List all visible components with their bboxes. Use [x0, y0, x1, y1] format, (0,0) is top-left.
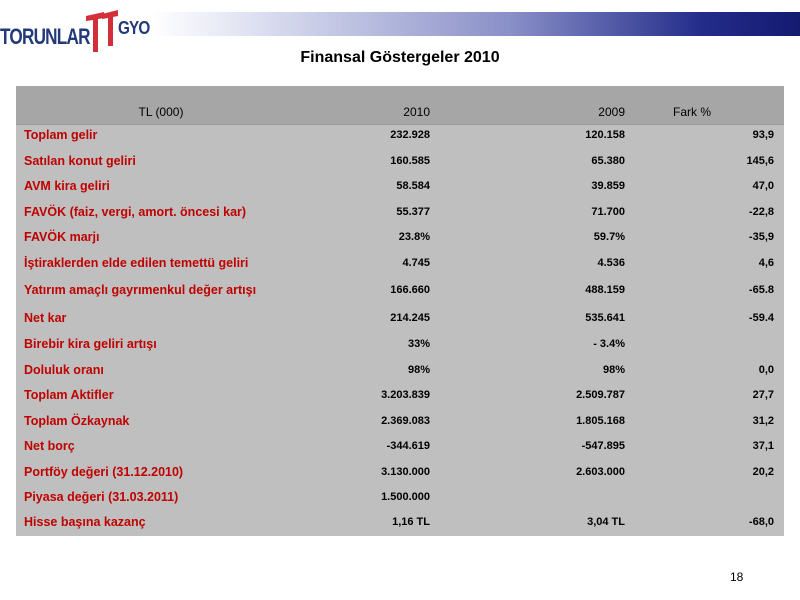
logo-mark-icon [84, 10, 120, 54]
value-fark: -65.8 [748, 284, 774, 296]
value-2009: 65.380 [591, 155, 625, 167]
row-label: Toplam Aktifler [24, 388, 114, 402]
value-fark: 20,2 [752, 466, 774, 478]
value-2010: -344.619 [386, 440, 430, 452]
row-label: FAVÖK (faiz, vergi, amort. öncesi kar) [24, 205, 247, 219]
value-2009: 2.603.000 [576, 466, 625, 478]
table-row [16, 308, 784, 332]
table-row [16, 280, 784, 304]
value-2010: 4.745 [402, 257, 430, 269]
value-2010: 214.245 [390, 312, 430, 324]
value-2009: 4.536 [597, 257, 625, 269]
header-2010: 2010 [403, 105, 430, 119]
value-2009: 1.805.168 [576, 415, 625, 427]
value-2010: 160.585 [390, 155, 430, 167]
header-fark: Fark % [672, 105, 711, 119]
value-fark: 93,9 [752, 129, 774, 141]
value-fark: -59.4 [748, 312, 774, 324]
value-2009: 3,04 TL [587, 516, 625, 528]
table-row [16, 385, 784, 409]
table-row [16, 436, 784, 460]
row-label: Net kar [24, 311, 67, 325]
value-fark: 47,0 [752, 180, 774, 192]
table-row [16, 334, 784, 358]
row-label: Piyasa değeri (31.03.2011) [24, 490, 179, 504]
row-label: Satılan konut geliri [24, 154, 136, 168]
value-2010: 166.660 [390, 284, 430, 296]
value-2009: 488.159 [585, 284, 625, 296]
table-row [16, 512, 784, 536]
value-2009: 71.700 [591, 206, 625, 218]
table-row [16, 253, 784, 277]
row-label: İştiraklerden elde edilen temettü geliri [24, 256, 249, 270]
row-label: Doluluk oranı [24, 363, 104, 377]
value-2010: 23.8% [398, 231, 430, 243]
table-row [16, 462, 784, 486]
value-2009: 535.641 [585, 312, 625, 324]
value-fark: -22,8 [748, 206, 774, 218]
table-row [16, 487, 784, 511]
value-2010: 58.584 [396, 180, 430, 192]
value-2010: 2.369.083 [381, 415, 430, 427]
table-row [16, 151, 784, 175]
header-gradient-bar [152, 12, 800, 36]
value-2010: 1,16 TL [392, 516, 430, 528]
value-2010: 33% [407, 338, 430, 350]
value-2010: 3.130.000 [381, 466, 430, 478]
value-2009: 120.158 [585, 129, 625, 141]
row-label: Hisse başına kazanç [24, 515, 146, 529]
value-2009: -547.895 [581, 440, 625, 452]
financial-table [16, 86, 784, 536]
row-label: Birebir kira geliri artışı [24, 337, 157, 351]
row-label: AVM kira geliri [24, 179, 110, 193]
company-logo [0, 10, 160, 54]
table-row [16, 360, 784, 384]
table-row [16, 202, 784, 226]
value-2010: 1.500.000 [381, 491, 430, 503]
row-label: Yatırım amaçlı gayrımenkul değer artışı [24, 283, 257, 297]
value-fark: -68,0 [748, 516, 774, 528]
logo-text-gyo: GYO [118, 18, 150, 38]
table-row [16, 176, 784, 200]
value-2010: 55.377 [396, 206, 430, 218]
row-label: Net borç [24, 439, 75, 453]
value-fark: 4,6 [758, 257, 774, 269]
row-label: FAVÖK marjı [24, 230, 100, 244]
value-2010: 3.203.839 [381, 389, 430, 401]
row-label: Portföy değeri (31.12.2010) [24, 465, 184, 479]
value-2009: - 3.4% [593, 338, 625, 350]
table-row [16, 227, 784, 251]
row-label: Toplam Özkaynak [24, 414, 130, 428]
value-2009: 2.509.787 [576, 389, 625, 401]
value-2010: 232.928 [390, 129, 430, 141]
header-label: TL (000) [138, 105, 184, 119]
page-title: Finansal Göstergeler 2010 [300, 49, 500, 66]
value-2009: 39.859 [591, 180, 625, 192]
header-2009: 2009 [598, 105, 625, 119]
logo-text-torunlar: TORUNLAR [0, 24, 90, 49]
value-fark: 27,7 [752, 389, 774, 401]
value-fark: 0,0 [758, 364, 774, 376]
table-header [16, 86, 784, 125]
value-fark: -35,9 [748, 231, 774, 243]
table-row [16, 411, 784, 435]
value-fark: 37,1 [752, 440, 774, 452]
value-fark: 31,2 [752, 415, 774, 427]
page-number: 18 [730, 570, 744, 584]
value-2009: 59.7% [593, 231, 625, 243]
value-2009: 98% [602, 364, 625, 376]
value-2010: 98% [407, 364, 430, 376]
value-fark: 145,6 [746, 155, 774, 167]
row-label: Toplam gelir [24, 128, 98, 142]
table-row [16, 125, 784, 149]
